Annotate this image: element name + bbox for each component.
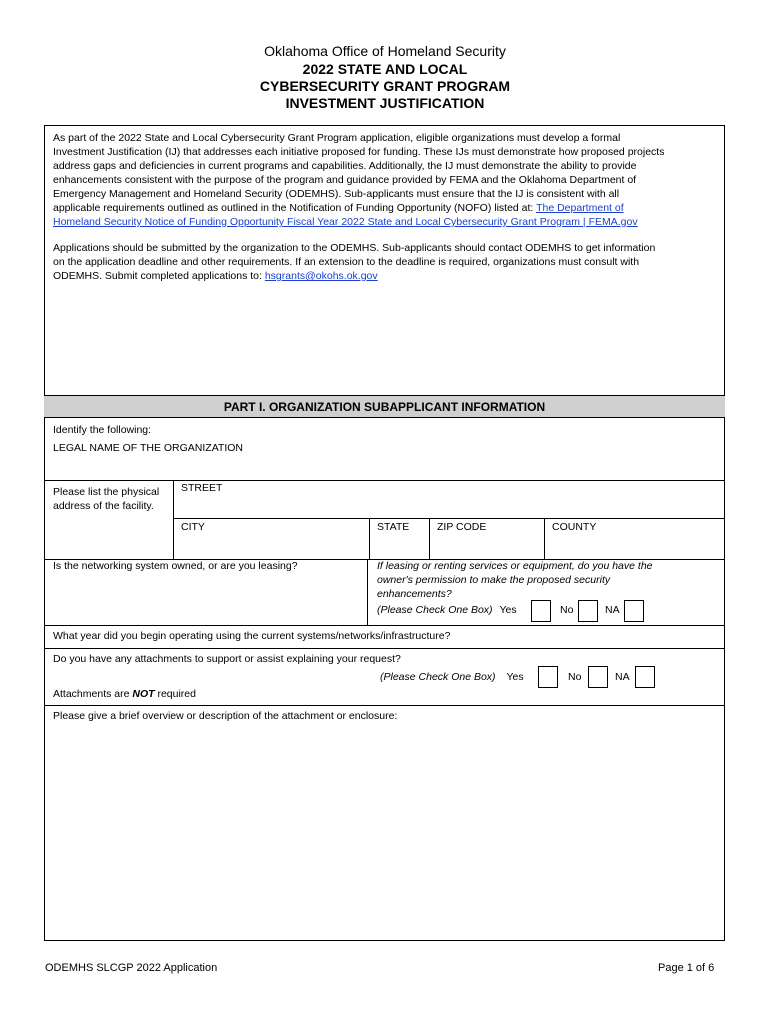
overview-textarea[interactable] — [45, 726, 724, 939]
address-label — [53, 485, 159, 513]
divider — [173, 518, 725, 519]
yes-label: Yes — [499, 604, 517, 616]
overview-label: Please give a brief overview or description of the attachment or enclosure: — [53, 710, 398, 722]
check-one-instruction: (Please Check One Box) — [380, 671, 496, 683]
fema-link[interactable]: The Department of — [536, 202, 624, 214]
city-field[interactable] — [174, 535, 368, 558]
attach-na-checkbox[interactable] — [635, 666, 655, 688]
yes-label: Yes — [506, 671, 524, 683]
divider — [367, 559, 368, 625]
intro-text: applicable requirements outlined as outlined in the Notification of Funding Opportunity (NOFO) listed at: — [53, 202, 537, 214]
leasing-na-checkbox[interactable] — [624, 600, 644, 622]
attach-note-suffix: required — [154, 688, 196, 700]
intro-line: on the application deadline and other requirements. If an extension to the deadline is required, organizations must consult with — [53, 256, 640, 268]
street-field[interactable] — [174, 495, 724, 518]
leasing-question — [377, 559, 722, 601]
part1-heading-band — [44, 395, 725, 418]
state-label: STATE — [377, 521, 410, 533]
title-line-2: CYBERSECURITY GRANT PROGRAM — [259, 78, 511, 94]
city-label: CITY — [181, 521, 205, 533]
divider — [44, 705, 725, 706]
na-label: NA — [615, 671, 630, 683]
identify-label: Identify the following: — [53, 424, 152, 436]
county-field[interactable] — [545, 535, 724, 558]
intro-paragraph-2 — [53, 241, 718, 283]
leasing-line-1: If leasing or renting services or equipment, do you have the — [377, 560, 653, 572]
leasing-line-3: enhancements? — [377, 588, 452, 600]
intro-line: Investment Justification (IJ) that addresses each initiative proposed for funding. These IJs must demonstrate how proposed projects — [53, 146, 665, 158]
no-label: No — [568, 671, 582, 683]
street-label: STREET — [181, 482, 223, 494]
part1-heading: PART I. ORGANIZATION SUBAPPLICANT INFORMATION — [223, 400, 546, 414]
leasing-yes-checkbox[interactable] — [531, 600, 551, 622]
zip-label: ZIP CODE — [437, 521, 487, 533]
divider — [44, 625, 725, 626]
state-field[interactable] — [370, 535, 428, 558]
year-question: What year did you begin operating using the current systems/networks/infrastructure? — [53, 630, 451, 642]
address-label-line-2: address of the facility. — [53, 500, 154, 512]
intro-line: Applications should be submitted by the organization to the ODEMHS. Sub-applicants should contact ODEMHS to get information — [53, 242, 656, 254]
intro-text: ODEMHS. Submit completed applications to: — [53, 270, 265, 282]
title-line-3: INVESTMENT JUSTIFICATION — [285, 95, 485, 111]
leasing-no-checkbox[interactable] — [578, 600, 598, 622]
network-question: Is the networking system owned, or are you leasing? — [53, 560, 298, 572]
intro-line: enhancements consistent with the purpose of the program and guidance provided by FEMA and the Oklahoma Department of — [53, 174, 637, 186]
na-label: NA — [605, 604, 620, 616]
legal-name-label: LEGAL NAME OF THE ORGANIZATION — [53, 442, 243, 454]
title-line-1: 2022 STATE AND LOCAL — [302, 61, 468, 77]
zip-field[interactable] — [430, 535, 543, 558]
attach-question: Do you have any attachments to support or assist explaining your request? — [53, 653, 401, 665]
footer-left: ODEMHS SLCGP 2022 Application — [45, 962, 218, 974]
divider — [44, 480, 725, 481]
intro-line: address gaps and deficiencies in current programs and capabilities. Additionally, the IJ must demonstrate the ability to provide — [53, 160, 637, 172]
footer-page-number: Page 1 of 6 — [658, 962, 715, 974]
check-one-instruction: (Please Check One Box) — [377, 604, 493, 616]
county-label: COUNTY — [552, 521, 597, 533]
attach-check-row — [380, 670, 524, 684]
agency-name: Oklahoma Office of Homeland Security — [264, 43, 506, 59]
email-link[interactable]: hsgrants@okohs.ok.gov — [264, 270, 378, 282]
attach-note-prefix: Attachments are — [53, 688, 133, 700]
leasing-check-row — [377, 603, 517, 617]
fema-link-continued[interactable]: Homeland Security Notice of Funding Opportunity Fiscal Year 2022 State and Local Cybersecurity Grant Program | FEMA.gov — [53, 216, 638, 228]
legal-name-field[interactable] — [45, 456, 724, 480]
attach-no-checkbox[interactable] — [588, 666, 608, 688]
intro-line — [53, 201, 718, 215]
document-title — [0, 61, 770, 112]
intro-line: As part of the 2022 State and Local Cybersecurity Grant Program application, eligible organizations must develop a formal — [53, 132, 621, 144]
intro-paragraph-1 — [53, 131, 718, 229]
attach-note-emphasis: NOT — [132, 688, 155, 700]
intro-line — [53, 269, 718, 283]
no-label: No — [560, 604, 574, 616]
attach-yes-checkbox[interactable] — [538, 666, 558, 688]
attach-note — [53, 687, 196, 701]
address-label-line-1: Please list the physical — [53, 486, 160, 498]
leasing-line-2: owner's permission to make the proposed security — [377, 574, 611, 586]
divider — [44, 648, 725, 649]
intro-line: Emergency Management and Homeland Security (ODEMHS). Sub-applicants must ensure that the IJ is consistent with all — [53, 188, 620, 200]
